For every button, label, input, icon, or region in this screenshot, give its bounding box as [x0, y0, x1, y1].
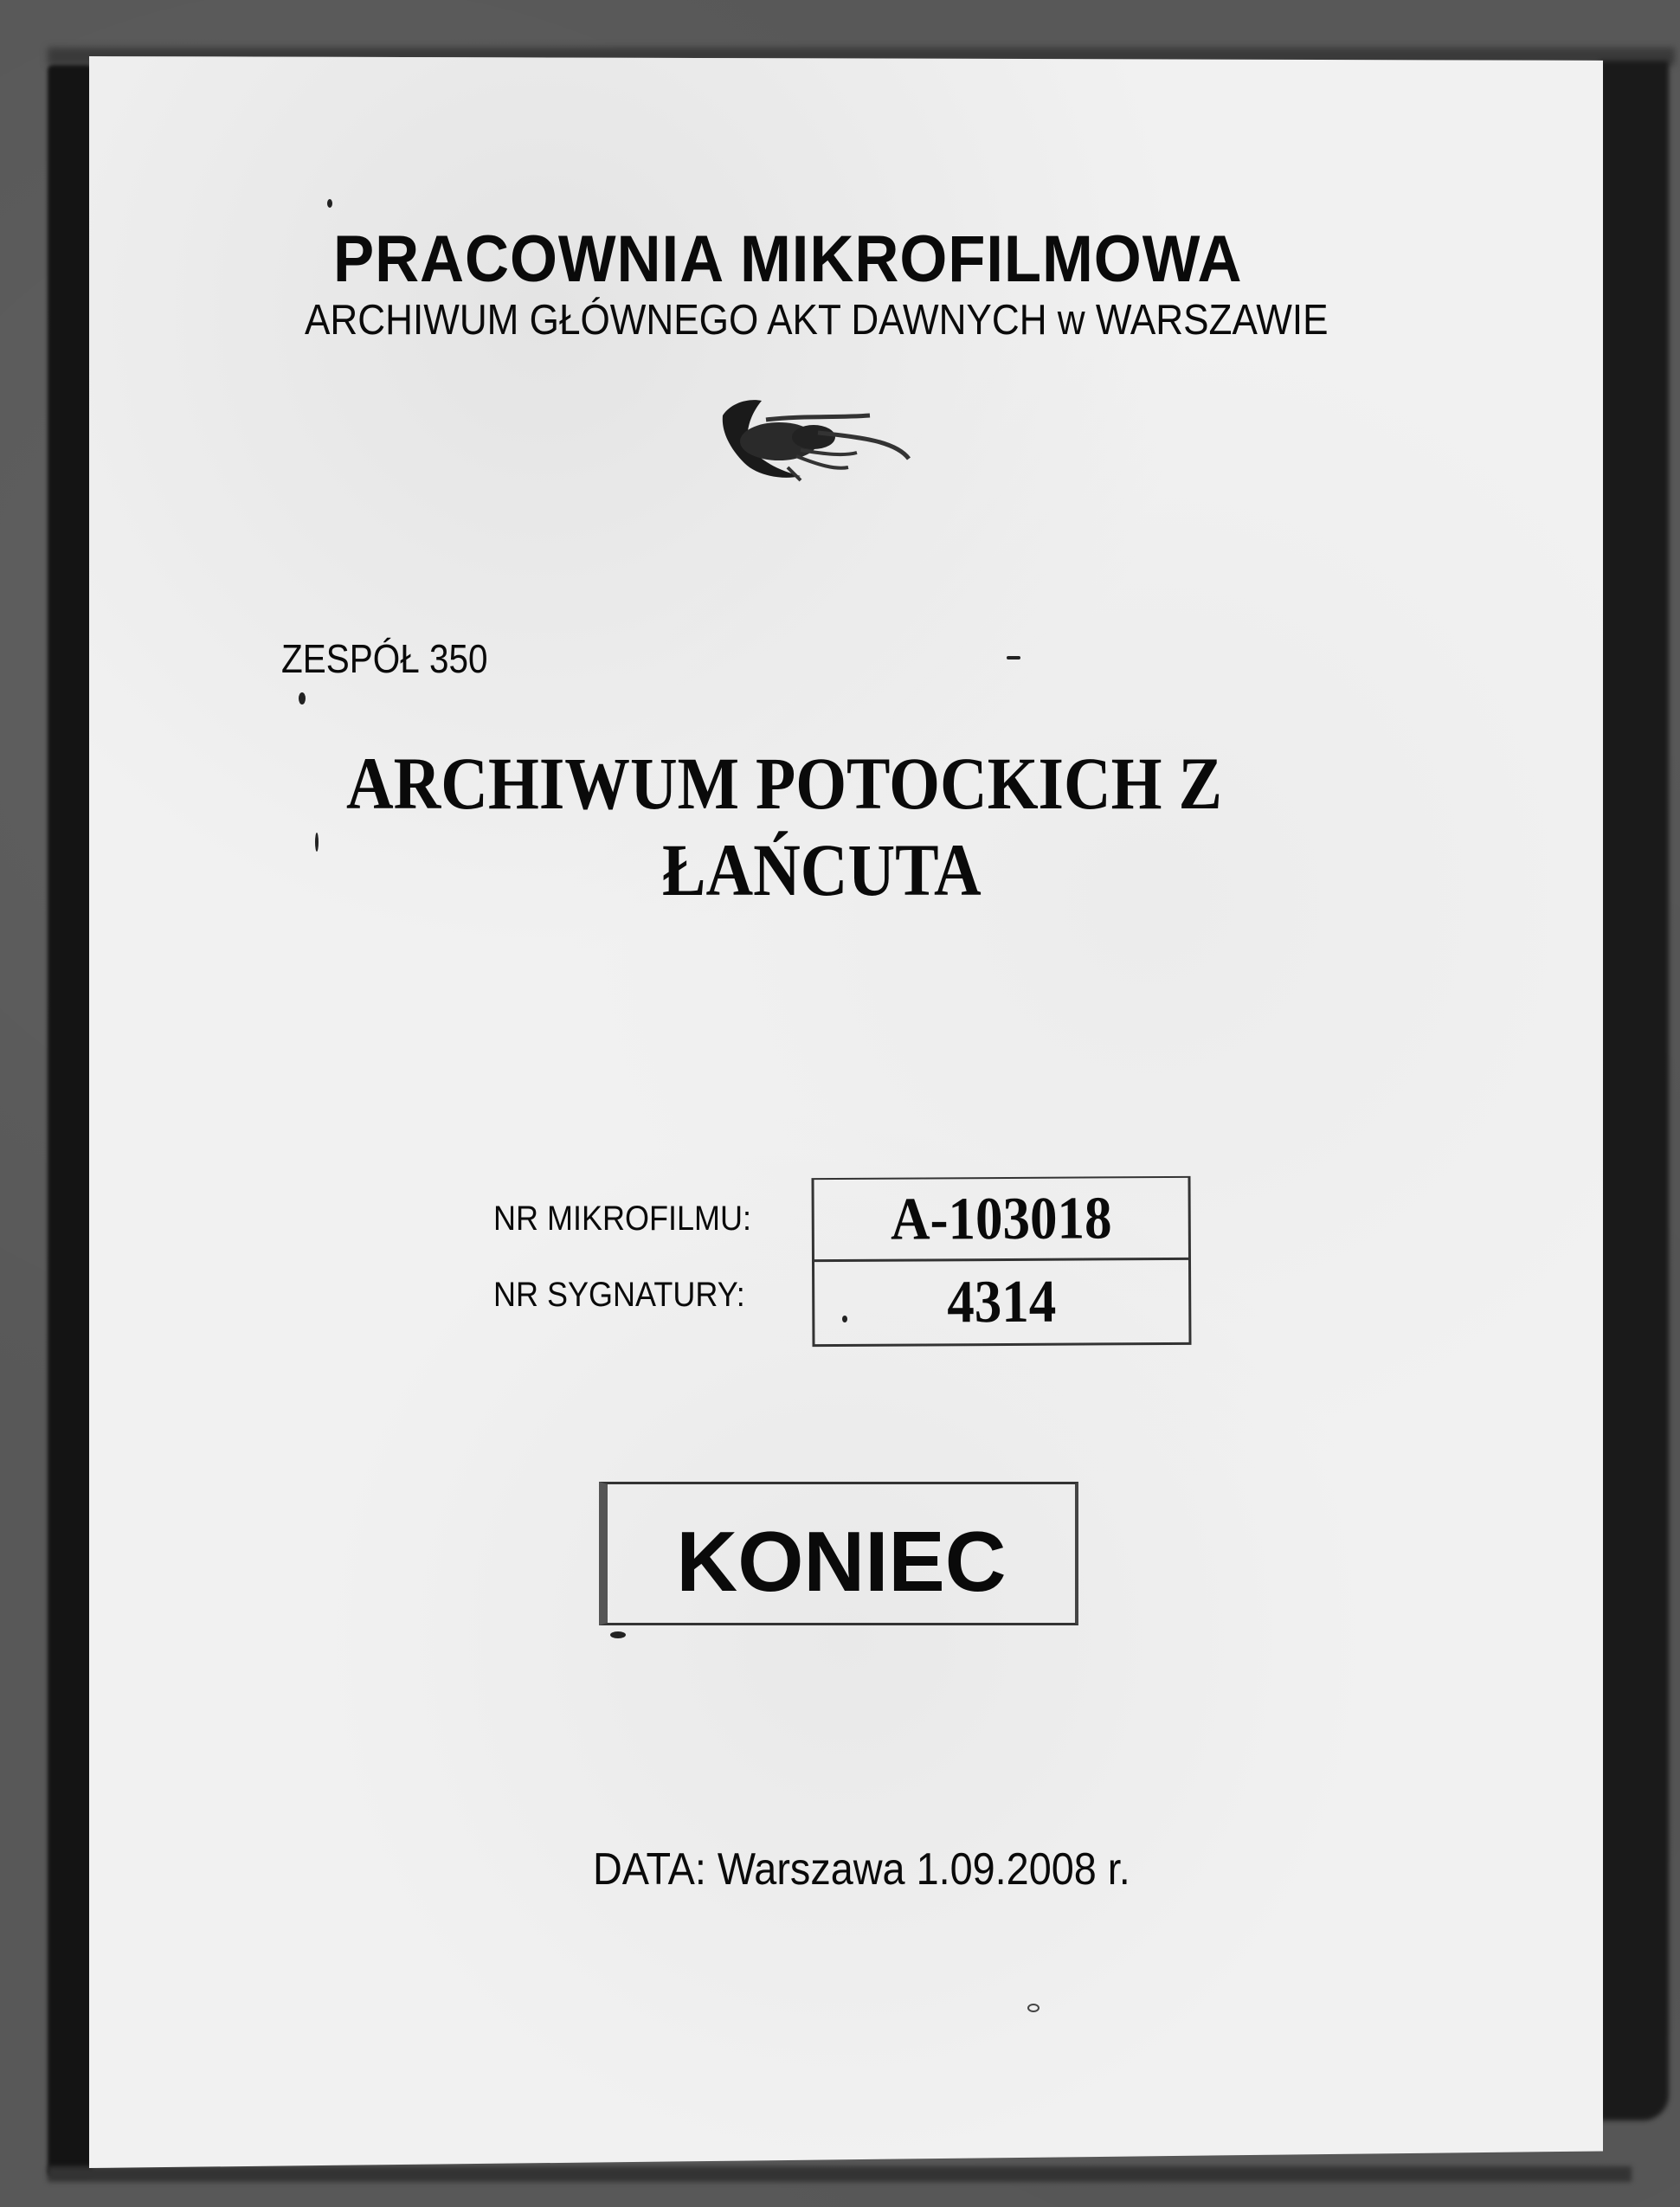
end-marker-box: [599, 1482, 1078, 1625]
archive-name: ARCHIWUM GŁÓWNEGO AKT DAWNYCH w WARSZAWIE: [305, 297, 1329, 344]
identifier-box: [811, 1176, 1191, 1347]
date-line: DATA: Warszawa 1.09.2008 r.: [593, 1844, 1130, 1895]
dust-speck: [1027, 2004, 1040, 2012]
signature-number: 4314: [947, 1268, 1057, 1336]
lab-title: PRACOWNIA MIKROFILMOWA: [333, 222, 1243, 296]
page-shadow-bottom: [48, 2166, 1632, 2182]
identifier-divider: [814, 1258, 1188, 1262]
end-marker-text: KONIEC: [676, 1514, 1007, 1609]
dust-speck: [610, 1631, 626, 1638]
fonds-number: ZESPÓŁ 350: [281, 636, 488, 681]
fonds-title-line2: ŁAŃCUTA: [662, 828, 982, 911]
microfilm-label: NR MIKROFILMU:: [493, 1200, 752, 1238]
microfilm-number: A-103018: [890, 1185, 1112, 1253]
dust-speck: [299, 692, 306, 705]
insect-artifact-icon: [714, 394, 956, 489]
dust-speck: [327, 199, 332, 208]
page-shadow-left: [48, 65, 93, 2177]
dust-speck: [1007, 656, 1020, 660]
signature-label: NR SYGNATURY:: [493, 1276, 745, 1314]
page-shadow-right: [1600, 61, 1669, 2120]
dust-speck: [315, 833, 319, 852]
fonds-title-line1: ARCHIWUM POTOCKICH Z: [346, 742, 1222, 825]
